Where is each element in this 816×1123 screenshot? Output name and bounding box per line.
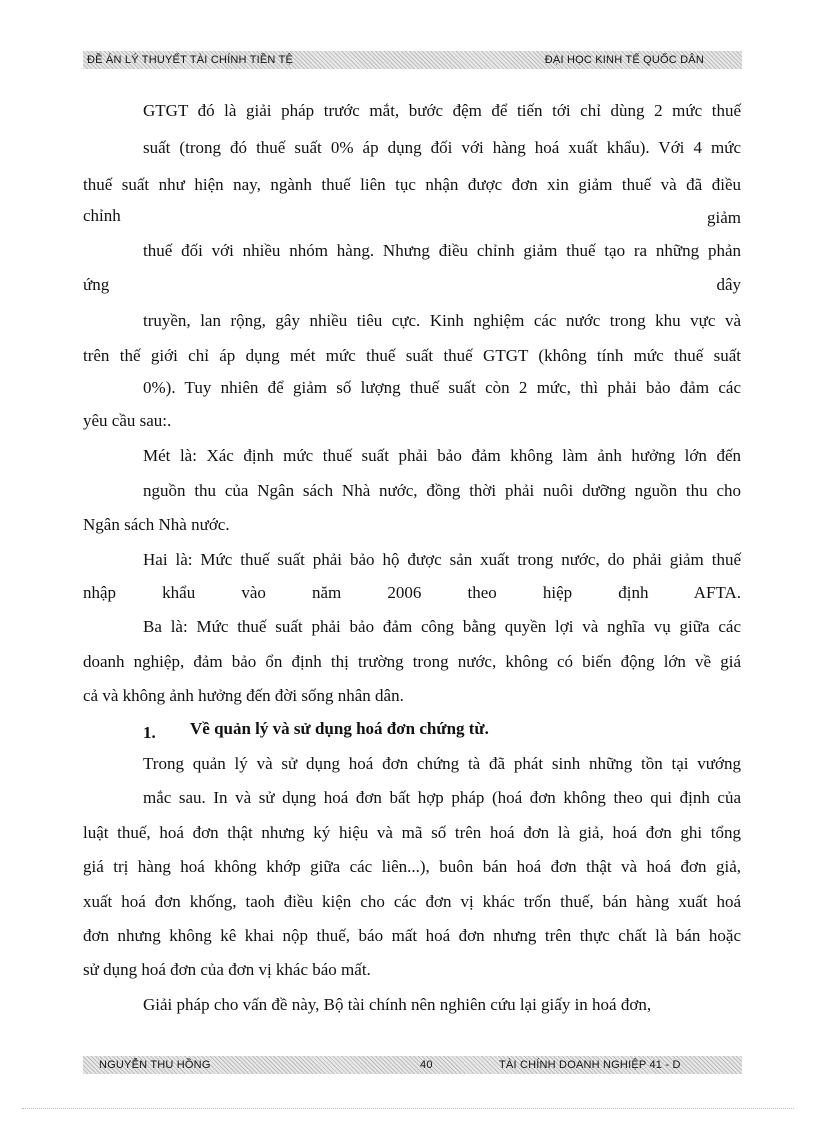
body-line: GTGT đó là giải pháp trước mắt, bước đệm để tiến tới chỉ dùng 2 mức thuế: [143, 101, 741, 120]
header-university: ĐẠI HỌC KINH TẾ QUỐC DÂN: [544, 54, 704, 66]
header-course-title: ĐỀ ÁN LÝ THUYẾT TÀI CHÍNH TIỀN TỆ: [87, 54, 294, 66]
section-heading: Về quản lý và sử dụng hoá đơn chứng từ.: [190, 719, 489, 738]
body-line: cả và không ảnh hưởng đến đời sống nhân dân.: [83, 686, 404, 705]
body-line: đơn nhưng không kê khai nộp thuế, báo mất hoá đơn nhưng trên thực chất là bán hoặc: [83, 926, 741, 945]
body-line: giá trị hàng hoá không khớp giữa các liên...), buôn bán hoá đơn thật và hoá đơn giả,: [83, 857, 741, 876]
footer-author: NGUYỄN THU HỒNG: [99, 1059, 211, 1071]
body-line: 0%). Tuy nhiên để giảm số lượng thuế suất còn 2 mức, thì phải bảo đảm các: [143, 378, 741, 397]
body-line: giảm: [707, 208, 741, 227]
page-header: [83, 51, 742, 69]
body-line: trên thế giới chỉ áp dụng mét mức thuế suất thuế GTGT (không tính mức thuế suất: [83, 346, 741, 365]
body-line: Ngân sách Nhà nước.: [83, 515, 230, 534]
footer-class: TÀI CHÍNH DOANH NGHIỆP 41 - D: [499, 1059, 681, 1071]
body-line: dây: [716, 275, 741, 294]
body-line: yêu cầu sau:.: [83, 411, 172, 430]
body-line: Hai là: Mức thuế suất phải bảo hộ được sản xuất trong nước, do phải giảm thuế: [143, 550, 741, 569]
body-line: Ba là: Mức thuế suất phải bảo đảm công bằng quyền lợi và nghĩa vụ giữa các: [143, 617, 741, 636]
body-line: xuất hoá đơn khống, taoh điều kiện cho các đơn vị khác trốn thuế, bán hàng xuất hoá: [83, 892, 741, 911]
body-line: Trong quản lý và sử dụng hoá đơn chứng tà đã phát sinh những tồn tại vướng: [143, 754, 741, 773]
body-line: ứng: [83, 275, 110, 294]
body-line: mắc sau. In và sử dụng hoá đơn bất hợp pháp (hoá đơn không theo qui định của: [143, 788, 741, 807]
section-number: 1.: [143, 723, 156, 742]
body-line: luật thuế, hoá đơn thật nhưng ký hiệu và mã số trên hoá đơn là giả, hoá đơn ghi tổng: [83, 823, 741, 842]
body-line: chỉnh: [83, 206, 121, 225]
body-line: Giải pháp cho vấn đề này, Bộ tài chính nên nghiên cứu lại giấy in hoá đơn,: [143, 995, 652, 1014]
body-line: truyền, lan rộng, gây nhiều tiêu cực. Kinh nghiệm các nước trong khu vực và: [143, 311, 741, 330]
body-line: sử dụng hoá đơn của đơn vị khác báo mất.: [83, 960, 371, 979]
body-line: doanh nghiệp, đảm bảo ổn định thị trường trong nước, không có biến động lớn về giá: [83, 652, 741, 671]
body-line: nguồn thu của Ngân sách Nhà nước, đồng thời phải nuôi dưỡng nguồn thu cho: [143, 481, 741, 500]
body-line: Mét là: Xác định mức thuế suất phải bảo đảm không làm ảnh hưởng lớn đến: [143, 446, 741, 465]
body-line: nhập khẩu vào năm 2006 theo hiệp định AFTA.: [83, 583, 741, 602]
page-edge-divider: [22, 1108, 794, 1109]
body-line: suất (trong đó thuế suất 0% áp dụng đối với hàng hoá xuất khẩu). Với 4 mức: [143, 138, 741, 157]
body-line: thuế suất như hiện nay, ngành thuế liên tục nhận được đơn xin giảm thuế và đã điều: [83, 175, 741, 194]
body-line: thuế đối với nhiều nhóm hàng. Nhưng điều chỉnh giảm thuế tạo ra những phản: [143, 241, 741, 260]
page-number: 40: [420, 1059, 433, 1071]
page-footer: [83, 1056, 742, 1074]
